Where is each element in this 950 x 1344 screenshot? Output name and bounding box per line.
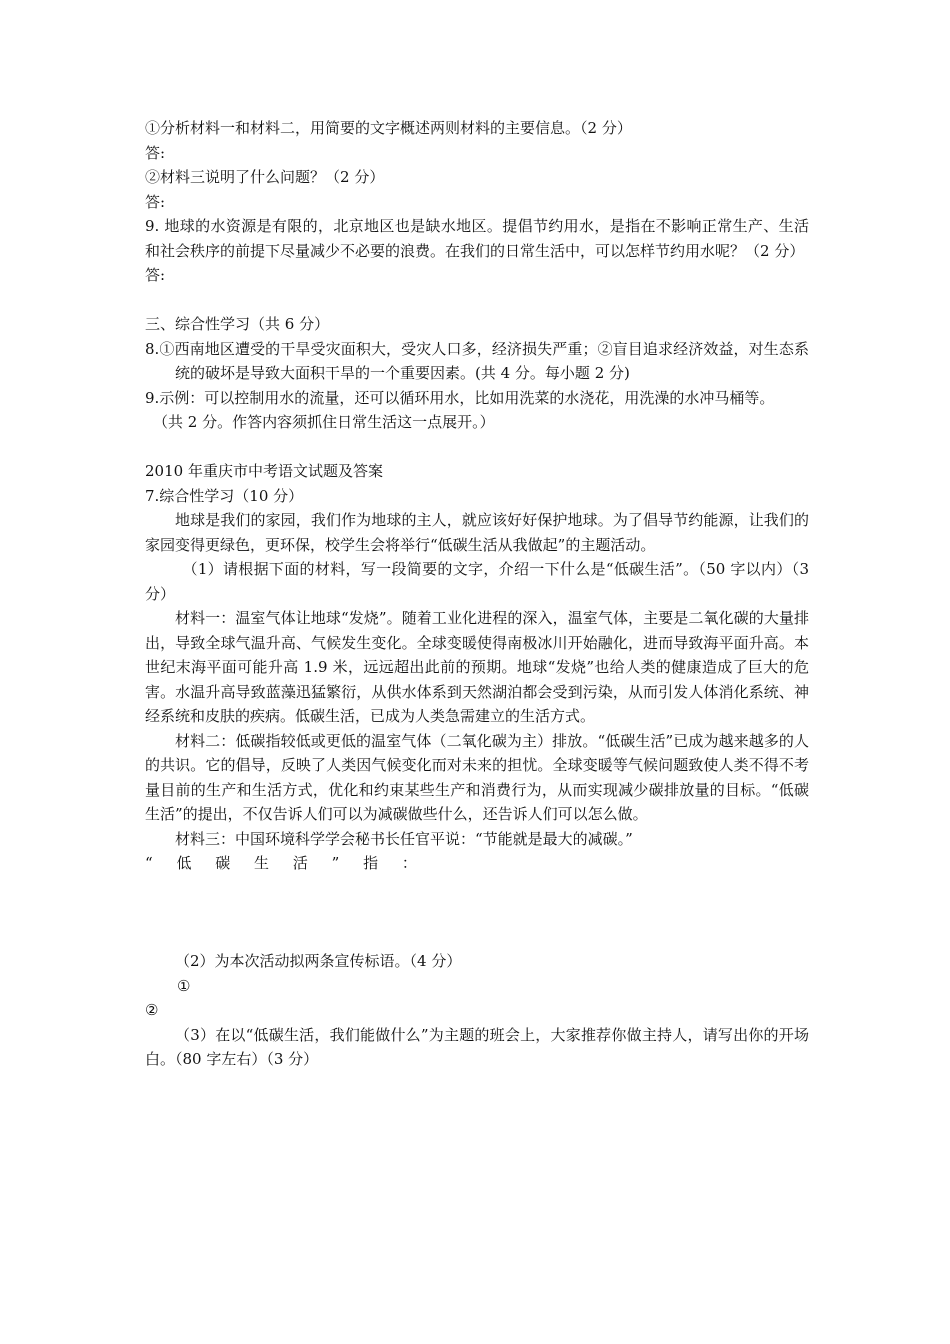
zhi-char: 低 xyxy=(176,854,192,872)
sub-question-1: （1）请根据下面的材料，写一段简要的文字，介绍一下什么是“低碳生活”。（50 字以内）（3 分） xyxy=(145,560,809,603)
slogan-blank-1: ① xyxy=(177,976,191,995)
answer-item-8: 8.①西南地区遭受的干旱受灾面积大，受灾人口多，经济损失严重；②盲目追求经济效益，对生态系统的破坏是导致大面积干旱的一个重要因素。(共 4 分。每小题 2 分) xyxy=(145,339,809,382)
material-3: 材料三：中国环境科学学会秘书长任官平说：“节能就是最大的减碳。” xyxy=(175,829,633,848)
question-2-prompt: ②材料三说明了什么问题？（2 分） xyxy=(145,168,385,186)
spacer xyxy=(145,925,809,950)
question-1-prompt: ①分析材料一和材料二，用简要的文字概述两则材料的主要信息。（2 分） xyxy=(145,119,632,137)
answer-label-9: 答: xyxy=(145,266,166,284)
answer-space xyxy=(145,876,809,925)
spacer xyxy=(145,288,809,313)
low-carbon-definition-blank xyxy=(145,851,417,876)
zhi-char: 生 xyxy=(254,854,270,872)
material-2: 材料二：低碳指较低或更低的温室气体（二氧化碳为主）排放。“低碳生活”已成为越来越多的人的共识。它的倡导，反映了人类因气候变化而对未来的担忧。全球变暖等气候问题致使人类不得不考量目前的生产和生活方式，优化和约束某些生产和消费行为，从而实现减少碳排放量的目标。“低碳生活”的提出，不仅告诉人们可以为减碳做些什么，还告诉人们可以怎么做。 xyxy=(145,731,809,823)
sub-question-2: （2）为本次活动拟两条宣传标语。（4 分） xyxy=(175,952,462,970)
zhi-char: 碳 xyxy=(215,854,231,872)
zhi-char: “ xyxy=(145,854,153,872)
answer-label-2: 答: xyxy=(145,192,166,211)
material-1: 材料一：温室气体让地球“发烧”。随着工业化进程的深入，温室气体，主要是二氧化碳的大量排出，导致全球气温升高、气候发生变化。全球变暖使得南极冰川开始融化，进而导致海平面升高。本世纪末海平面可能升高 1.9 米，远远超出此前的预期。地球“发烧”也给人类的健康造成了巨大的危害。水温升高导致蓝藻迅猛繁衍，从供水体系到天然湖泊都会受到污染，从而引发人体消化系统、神经系统和皮肤的疾病。低碳生活，已成为人类急需建立的生活方式。 xyxy=(145,609,809,725)
document-body xyxy=(145,116,809,1072)
sub-question-3: （3）在以“低碳生活，我们能做什么”为主题的班会上，大家推荐你做主持人，请写出你的开场白。（80 字左右）（3 分） xyxy=(145,1025,809,1068)
zhi-char: 指 xyxy=(363,854,379,872)
zhi-char: ” xyxy=(331,854,340,872)
zhi-char: 活 xyxy=(292,854,308,872)
zhi-char: ： xyxy=(401,854,417,872)
answer-item-9: 9.示例：可以控制用水的流量，还可以循环用水，比如用洗菜的水浇花，用洗澡的水冲马桶等。 xyxy=(145,388,775,407)
question-7-heading: 7.综合性学习（10 分） xyxy=(145,486,304,505)
exam-title: 2010 年重庆市中考语文试题及答案 xyxy=(145,462,383,480)
spacer xyxy=(145,435,809,460)
answer-label-1: 答: xyxy=(145,143,166,162)
slogan-blank-2: ② xyxy=(145,1001,159,1019)
answer-item-9-note: （共 2 分。作答内容须抓住日常生活这一点展开。） xyxy=(153,413,495,431)
question-9-prompt: 9. 地球的水资源是有限的，北京地区也是缺水地区。提倡节约用水，是指在不影响正常生产、生活和社会秩序的前提下尽量减少不必要的浪费。在我们的日常生活中，可以怎样节约用水呢？（2 分） xyxy=(145,217,809,260)
answer-section-heading: 三、综合性学习（共 6 分） xyxy=(145,315,330,333)
intro-paragraph: 地球是我们的家园，我们作为地球的主人，就应该好好保护地球。为了倡导节约能源，让我们的家园变得更绿色，更环保，校学生会将举行“低碳生活从我做起”的主题活动。 xyxy=(145,511,809,554)
